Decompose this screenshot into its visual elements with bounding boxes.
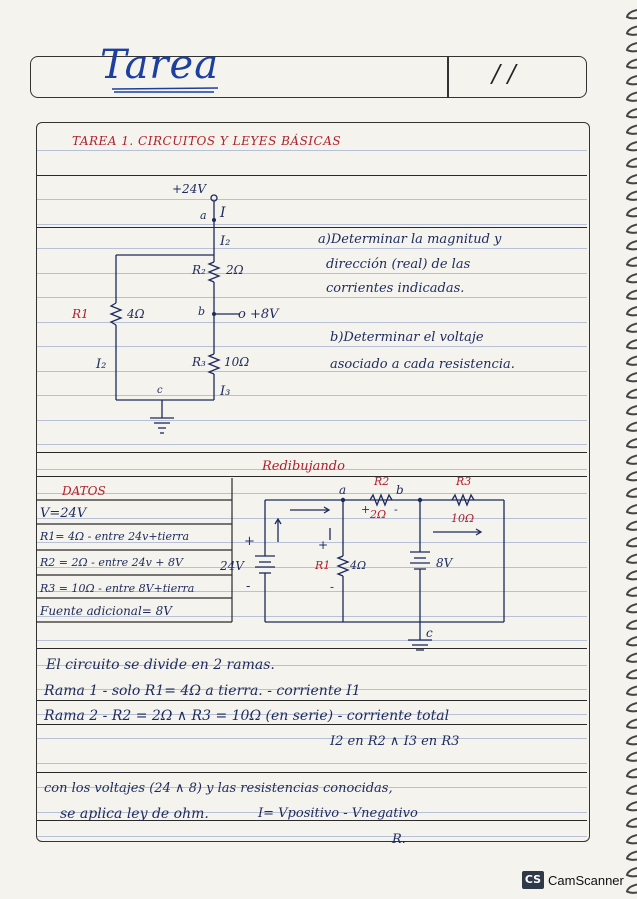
v24-redrawn-label: 24V: [220, 559, 244, 573]
text-line-5: con los voltajes (24 ∧ 8) y las resistencias conocidas,: [44, 781, 393, 796]
question-a-line-3: corrientes indicadas.: [326, 281, 465, 296]
text-line-2: Rama 1 - solo R1= 4Ω a tierra. - corriente I1: [44, 683, 361, 699]
r2-value: 2Ω: [226, 263, 244, 277]
text-line-4: I2 en R2 ∧ I3 en R3: [330, 734, 460, 749]
camscanner-brand: CamScanner: [548, 873, 624, 888]
node-b-label: b: [198, 305, 206, 318]
r1-redrawn-value: 4Ω: [350, 559, 367, 572]
date-field: / /: [492, 60, 516, 88]
r2-redrawn-value: 2Ω: [370, 508, 387, 521]
text-line-7: R.: [392, 832, 406, 847]
source-24v-label: +24V: [172, 182, 206, 196]
node-a-label: a: [200, 209, 207, 222]
assignment-heading: TAREA 1. CIRCUITOS Y LEYES BÁSICAS: [72, 134, 342, 148]
node-c-redrawn-label: c: [426, 626, 433, 640]
datos-row-r1: R1= 4Ω - entre 24v+tierra: [40, 530, 190, 543]
r2-redrawn-label: R2: [374, 475, 390, 488]
minus-sign-r1: -: [330, 580, 335, 594]
datos-row-voltage: V=24V: [40, 506, 87, 521]
question-a-line-2: dirección (real) de las: [326, 257, 471, 272]
r1-redrawn-label: R1: [315, 559, 331, 572]
plus-sign-r2: +: [361, 503, 371, 516]
v8-redrawn-label: 8V: [436, 556, 453, 570]
minus-sign-r2: -: [394, 503, 398, 516]
text-line-6a: se aplica ley de ohm.: [60, 806, 209, 822]
r3-redrawn-label: R3: [456, 475, 472, 488]
question-a-line-1: a)Determinar la magnitud y: [318, 232, 502, 247]
r3-redrawn-value: 10Ω: [451, 512, 475, 525]
plus-sign-24v: +: [244, 534, 255, 549]
question-b-line-2: asociado a cada resistencia.: [330, 357, 515, 372]
text-line-3: Rama 2 - R2 = 2Ω ∧ R3 = 10Ω (en serie) - corriente total: [44, 708, 450, 724]
current-i3-label: I₃: [220, 384, 231, 399]
node-a-redrawn-label: a: [339, 483, 347, 497]
text-line-1: El circuito se divide en 2 ramas.: [46, 657, 275, 673]
minus-sign-24v: -: [246, 579, 251, 594]
redrawing-heading: Redibujando: [262, 459, 345, 474]
datos-title: DATOS: [62, 484, 106, 498]
datos-row-r3: R3 = 10Ω - entre 8V+tierra: [40, 582, 195, 595]
r3-value: 10Ω: [224, 355, 250, 369]
datos-row-r2: R2 = 2Ω - entre 24v + 8V: [40, 556, 183, 569]
current-i2-left-label: I₂: [96, 357, 107, 372]
question-b-line-1: b)Determinar el voltaje: [330, 330, 484, 345]
r2-label: R₂: [192, 263, 206, 277]
node-c-label: c: [157, 385, 163, 396]
text-line-6b: I= Vpositivo - Vnegativo: [258, 806, 418, 821]
datos-row-aux-source: Fuente adicional= 8V: [40, 604, 172, 618]
node-b-redrawn-label: b: [396, 483, 404, 497]
current-i-label: I: [220, 205, 226, 221]
current-i2-right-label: I₂: [220, 234, 231, 249]
camscanner-logo: CS: [522, 871, 544, 889]
aux-source-label: o +8V: [238, 307, 279, 322]
plus-sign-r1: +: [318, 538, 329, 552]
r1-value: 4Ω: [127, 307, 145, 321]
page-title: Tarea: [100, 42, 220, 88]
r1-label: R1: [72, 307, 89, 321]
r3-label: R₃: [192, 355, 206, 369]
